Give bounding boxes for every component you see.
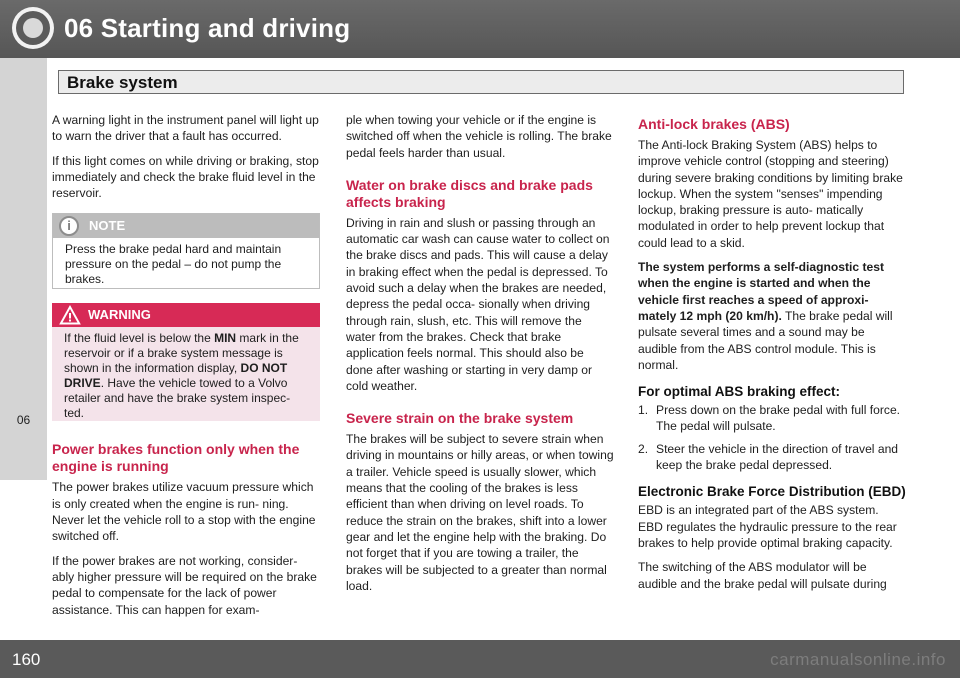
chapter-side-tab bbox=[0, 58, 47, 480]
paragraph: A warning light in the instrument panel will light up to warn the driver that a fault has occurred. bbox=[52, 113, 319, 144]
warning-header bbox=[52, 303, 320, 327]
page-number: 160 bbox=[12, 650, 41, 669]
column-2 bbox=[346, 112, 614, 602]
heading-water-on-brakes: Water on brake discs and brake pads affects braking bbox=[346, 176, 593, 210]
paragraph: Driving in rain and slush or passing through an automatic car wash can cause water to collect on the brake discs and pads. This will cause a delay in braking effect when the pedal is depressed. To avoid such a delay when the brakes are needed, depress the pedal occa- sionally when driving through rain, slush, etc. This will remove the water from the brakes. Check that brake application feels normal. This should also be done after washing or starting in very damp or cold weather. bbox=[346, 215, 610, 393]
note-label: NOTE bbox=[89, 218, 126, 234]
chapter-header bbox=[0, 0, 960, 58]
warning-text-part: . Have the vehicle towed to a Volvo retailer and have the brake system inspec- ted. bbox=[64, 376, 291, 421]
note-text: Press the brake pedal hard and maintain pressure on the pedal – do not pump the brakes. bbox=[65, 242, 282, 287]
warning-triangle-icon bbox=[59, 305, 81, 325]
heading-ebd: Electronic Brake Force Distribution (EBD) bbox=[638, 484, 906, 500]
section-bar bbox=[58, 70, 904, 94]
heading-power-brakes: Power brakes function only when the engine is running bbox=[52, 441, 300, 475]
paragraph: The brakes will be subject to severe strain when driving in mountains or hilly areas, or when towing a trailer. Vehicle speed is usually slower, which means that the cooling of the brakes is less efficient than when driving on level roads. To reduce the strain on the brakes, shift into a lower gear and let the engine help with the braking. Do not forget that if you are towing a trailer, the brakes will be subjected to a greater than normal load. bbox=[346, 432, 614, 593]
list-item bbox=[638, 402, 906, 435]
heading-optimal-abs: For optimal ABS braking effect: bbox=[638, 384, 841, 400]
watermark-text: carmanualsonline.info bbox=[770, 650, 946, 669]
warning-label: WARNING bbox=[88, 307, 151, 323]
column-1 bbox=[52, 112, 320, 626]
list-number: 1. bbox=[638, 403, 649, 418]
heading-abs: Anti-lock brakes (ABS) bbox=[638, 116, 790, 132]
page-footer bbox=[0, 640, 960, 678]
note-box bbox=[52, 213, 320, 289]
paragraph: EBD is an integrated part of the ABS system. EBD regulates the hydraulic pressure to the rear brakes to help provide optimal braking capacity. bbox=[638, 503, 897, 550]
paragraph: The power brakes utilize vacuum pressure which is only created when the engine is run- ning. Never let the vehicle roll to a stop with the engine switched off. bbox=[52, 480, 316, 544]
steps-list bbox=[638, 402, 906, 473]
heading-severe-strain: Severe strain on the brake system bbox=[346, 410, 574, 427]
paragraph: If the power brakes are not working, consider- ably higher pressure will be required on the brake pedal to compensate for the lack of power assistance. This can happen for exam- bbox=[52, 553, 317, 617]
list-text: Steer the vehicle in the direction of travel and keep the brake pedal depressed. bbox=[656, 441, 899, 473]
steering-wheel-logo-icon bbox=[12, 7, 54, 49]
note-header bbox=[53, 214, 319, 238]
paragraph: The Anti-lock Braking System (ABS) helps to improve vehicle control (stopping and steering) during severe braking conditions by limiting brake lockup. When the system "senses" impending lockup, braking pressure is auto- matically modulated in order to help prevent lockup that could lead to a skid. bbox=[638, 138, 903, 250]
section-title: Brake system bbox=[67, 73, 178, 92]
list-number: 2. bbox=[638, 441, 649, 456]
chapter-title: 06 Starting and driving bbox=[64, 13, 351, 43]
paragraph: ple when towing your vehicle or if the engine is switched off when the vehicle is rolling. The brake pedal feels harder than usual. bbox=[346, 113, 612, 160]
warning-text-part: If the fluid level is below the bbox=[64, 331, 215, 346]
warning-text-part: mark in the reservoir or if a brake system message is shown in the information display, bbox=[64, 331, 299, 376]
paragraph: The switching of the ABS modulator will be audible and the brake pedal will pulsate during bbox=[638, 560, 887, 591]
text: The brake pedal will pulsate several times and a sound may be audible from the ABS control module. This is normal. bbox=[638, 308, 893, 372]
side-tab-label: 06 bbox=[16, 413, 31, 427]
column-3 bbox=[638, 112, 906, 600]
warning-box bbox=[52, 303, 320, 421]
paragraph: If this light comes on while driving or braking, stop immediately and check the brake fluid level in the reservoir. bbox=[52, 153, 319, 201]
info-icon: i bbox=[59, 216, 79, 236]
list-text: Press down on the brake pedal with full force. The pedal will pulsate. bbox=[656, 403, 901, 434]
warning-emphasis: DO NOT DRIVE bbox=[64, 361, 288, 391]
warning-text bbox=[52, 327, 320, 421]
bold-text: The system performs a self-diagnostic test when the engine is started and when the vehicle first reaches a speed of approxi- mately 12 mph (20 km/h). bbox=[638, 260, 884, 323]
list-item bbox=[638, 441, 906, 474]
paragraph bbox=[638, 259, 906, 373]
warning-emphasis: MIN bbox=[214, 331, 237, 346]
